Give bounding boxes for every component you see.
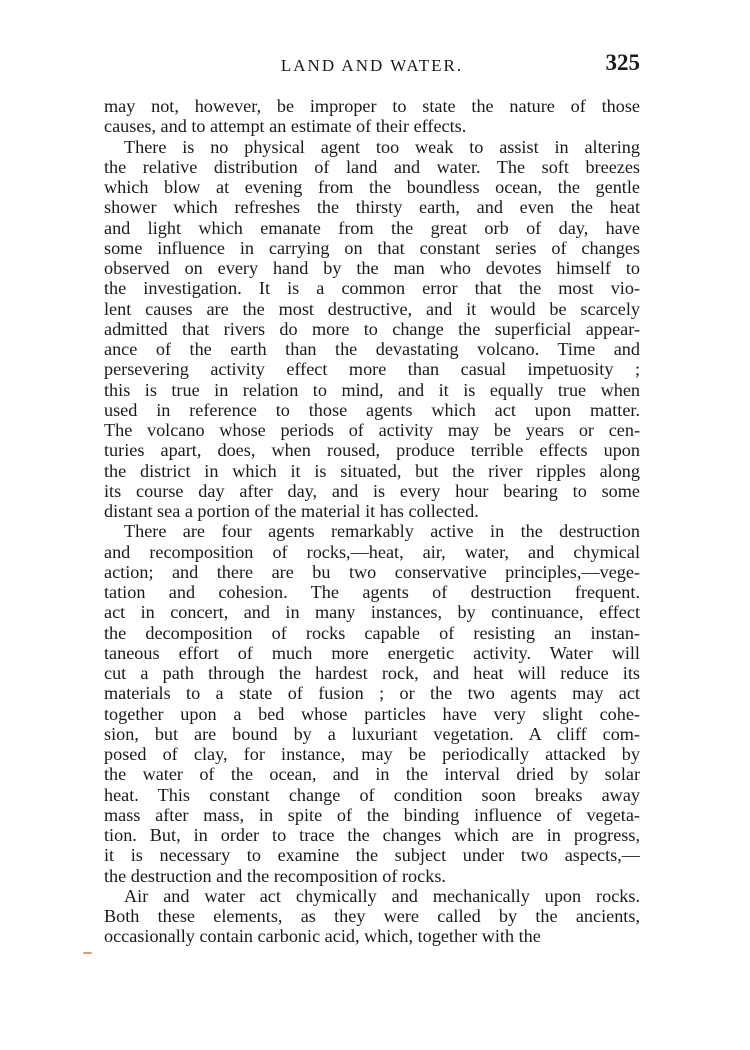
text-line: cut a path through the hardest rock, and heat will reduce its <box>104 663 640 683</box>
running-title: LAND AND WATER. <box>280 56 464 75</box>
text-line: the water of the ocean, and in the interval dried by solar <box>104 764 640 785</box>
text-line: The volcano whose periods of activity may be years or cen- <box>104 420 640 440</box>
text-line: it is necessary to examine the subject under two aspects,— <box>104 845 640 866</box>
text-line: posed of clay, for instance, may be periodically attacked by <box>104 744 640 764</box>
text-line: action; and there are bu two conservative principles,—vege- <box>104 561 640 582</box>
page-number: 325 <box>605 50 640 75</box>
text-line: There are four agents remarkably active in the destruction <box>124 521 640 542</box>
text-line: taneous effort of much more energetic activity. Water will <box>104 642 640 663</box>
text-line: may not, however, be improper to state the nature of those <box>104 96 640 116</box>
text-line: occasionally contain carbonic acid, which, together with the <box>104 926 541 947</box>
text-line: materials to a state of fusion ; or the two agents may act <box>104 683 640 704</box>
text-line: Both these elements, as they were called by the ancients, <box>104 906 640 926</box>
text-line: the investigation. It is a common error that the most vio- <box>104 278 640 299</box>
text-line: and light which emanate from the great orb of day, have <box>104 217 640 238</box>
text-line: used in reference to those agents which act upon matter. <box>104 399 640 420</box>
body-text <box>104 96 640 947</box>
text-line: which blow at evening from the boundless ocean, the gentle <box>104 177 640 197</box>
text-line: There is no physical agent too weak to assist in altering <box>124 136 640 157</box>
text-line: the decomposition of rocks capable of resisting an instan- <box>104 622 640 643</box>
text-line: the destruction and the recomposition of rocks. <box>104 865 446 886</box>
text-line: causes, and to attempt an estimate of their effects. <box>104 116 467 137</box>
margin-mark <box>83 952 92 954</box>
paragraph <box>104 886 640 947</box>
text-line: Air and water act chymically and mechanically upon rocks. <box>124 885 640 906</box>
page-header <box>104 50 640 80</box>
text-line: mass after mass, in spite of the binding influence of vegeta- <box>104 804 640 825</box>
text-line: tion. But, in order to trace the changes which are in progress, <box>104 825 640 845</box>
text-line: together upon a bed whose particles have very slight cohe- <box>104 703 640 724</box>
text-line: turies apart, does, when roused, produce terrible effects upon <box>104 440 640 461</box>
text-line: tation and cohesion. The agents of destruction frequent. <box>104 582 640 602</box>
text-line: its course day after day, and is every hour bearing to some <box>104 480 640 501</box>
text-line: distant sea a portion of the material it has collected. <box>104 501 479 521</box>
text-line: the district in which it is situated, but the river ripples along <box>104 460 640 481</box>
paragraph <box>104 137 640 522</box>
text-line: this is true in relation to mind, and it is equally true when <box>104 379 640 400</box>
text-line: sion, but are bound by a luxuriant vegetation. A cliff com- <box>104 723 640 744</box>
text-line: heat. This constant change of condition soon breaks away <box>104 784 640 805</box>
paragraph <box>104 96 640 137</box>
text-line: and recomposition of rocks,—heat, air, water, and chymical <box>104 541 640 562</box>
text-line: ance of the earth than the devastating volcano. Time and <box>104 339 640 359</box>
text-line: some influence in carrying on that constant series of changes <box>104 237 640 258</box>
text-line: act in concert, and in many instances, by continuance, effect <box>104 602 640 623</box>
text-line: admitted that rivers do more to change the superficial appear- <box>104 318 640 339</box>
paragraph <box>104 521 640 886</box>
text-line: persevering activity effect more than casual impetuosity ; <box>104 359 640 380</box>
text-line: the relative distribution of land and water. The soft breezes <box>104 156 640 177</box>
text-line: observed on every hand by the man who devotes himself to <box>104 258 640 278</box>
text-line: lent causes are the most destructive, and it would be scarcely <box>104 298 640 319</box>
text-line: shower which refreshes the thirsty earth, and even the heat <box>104 197 640 218</box>
